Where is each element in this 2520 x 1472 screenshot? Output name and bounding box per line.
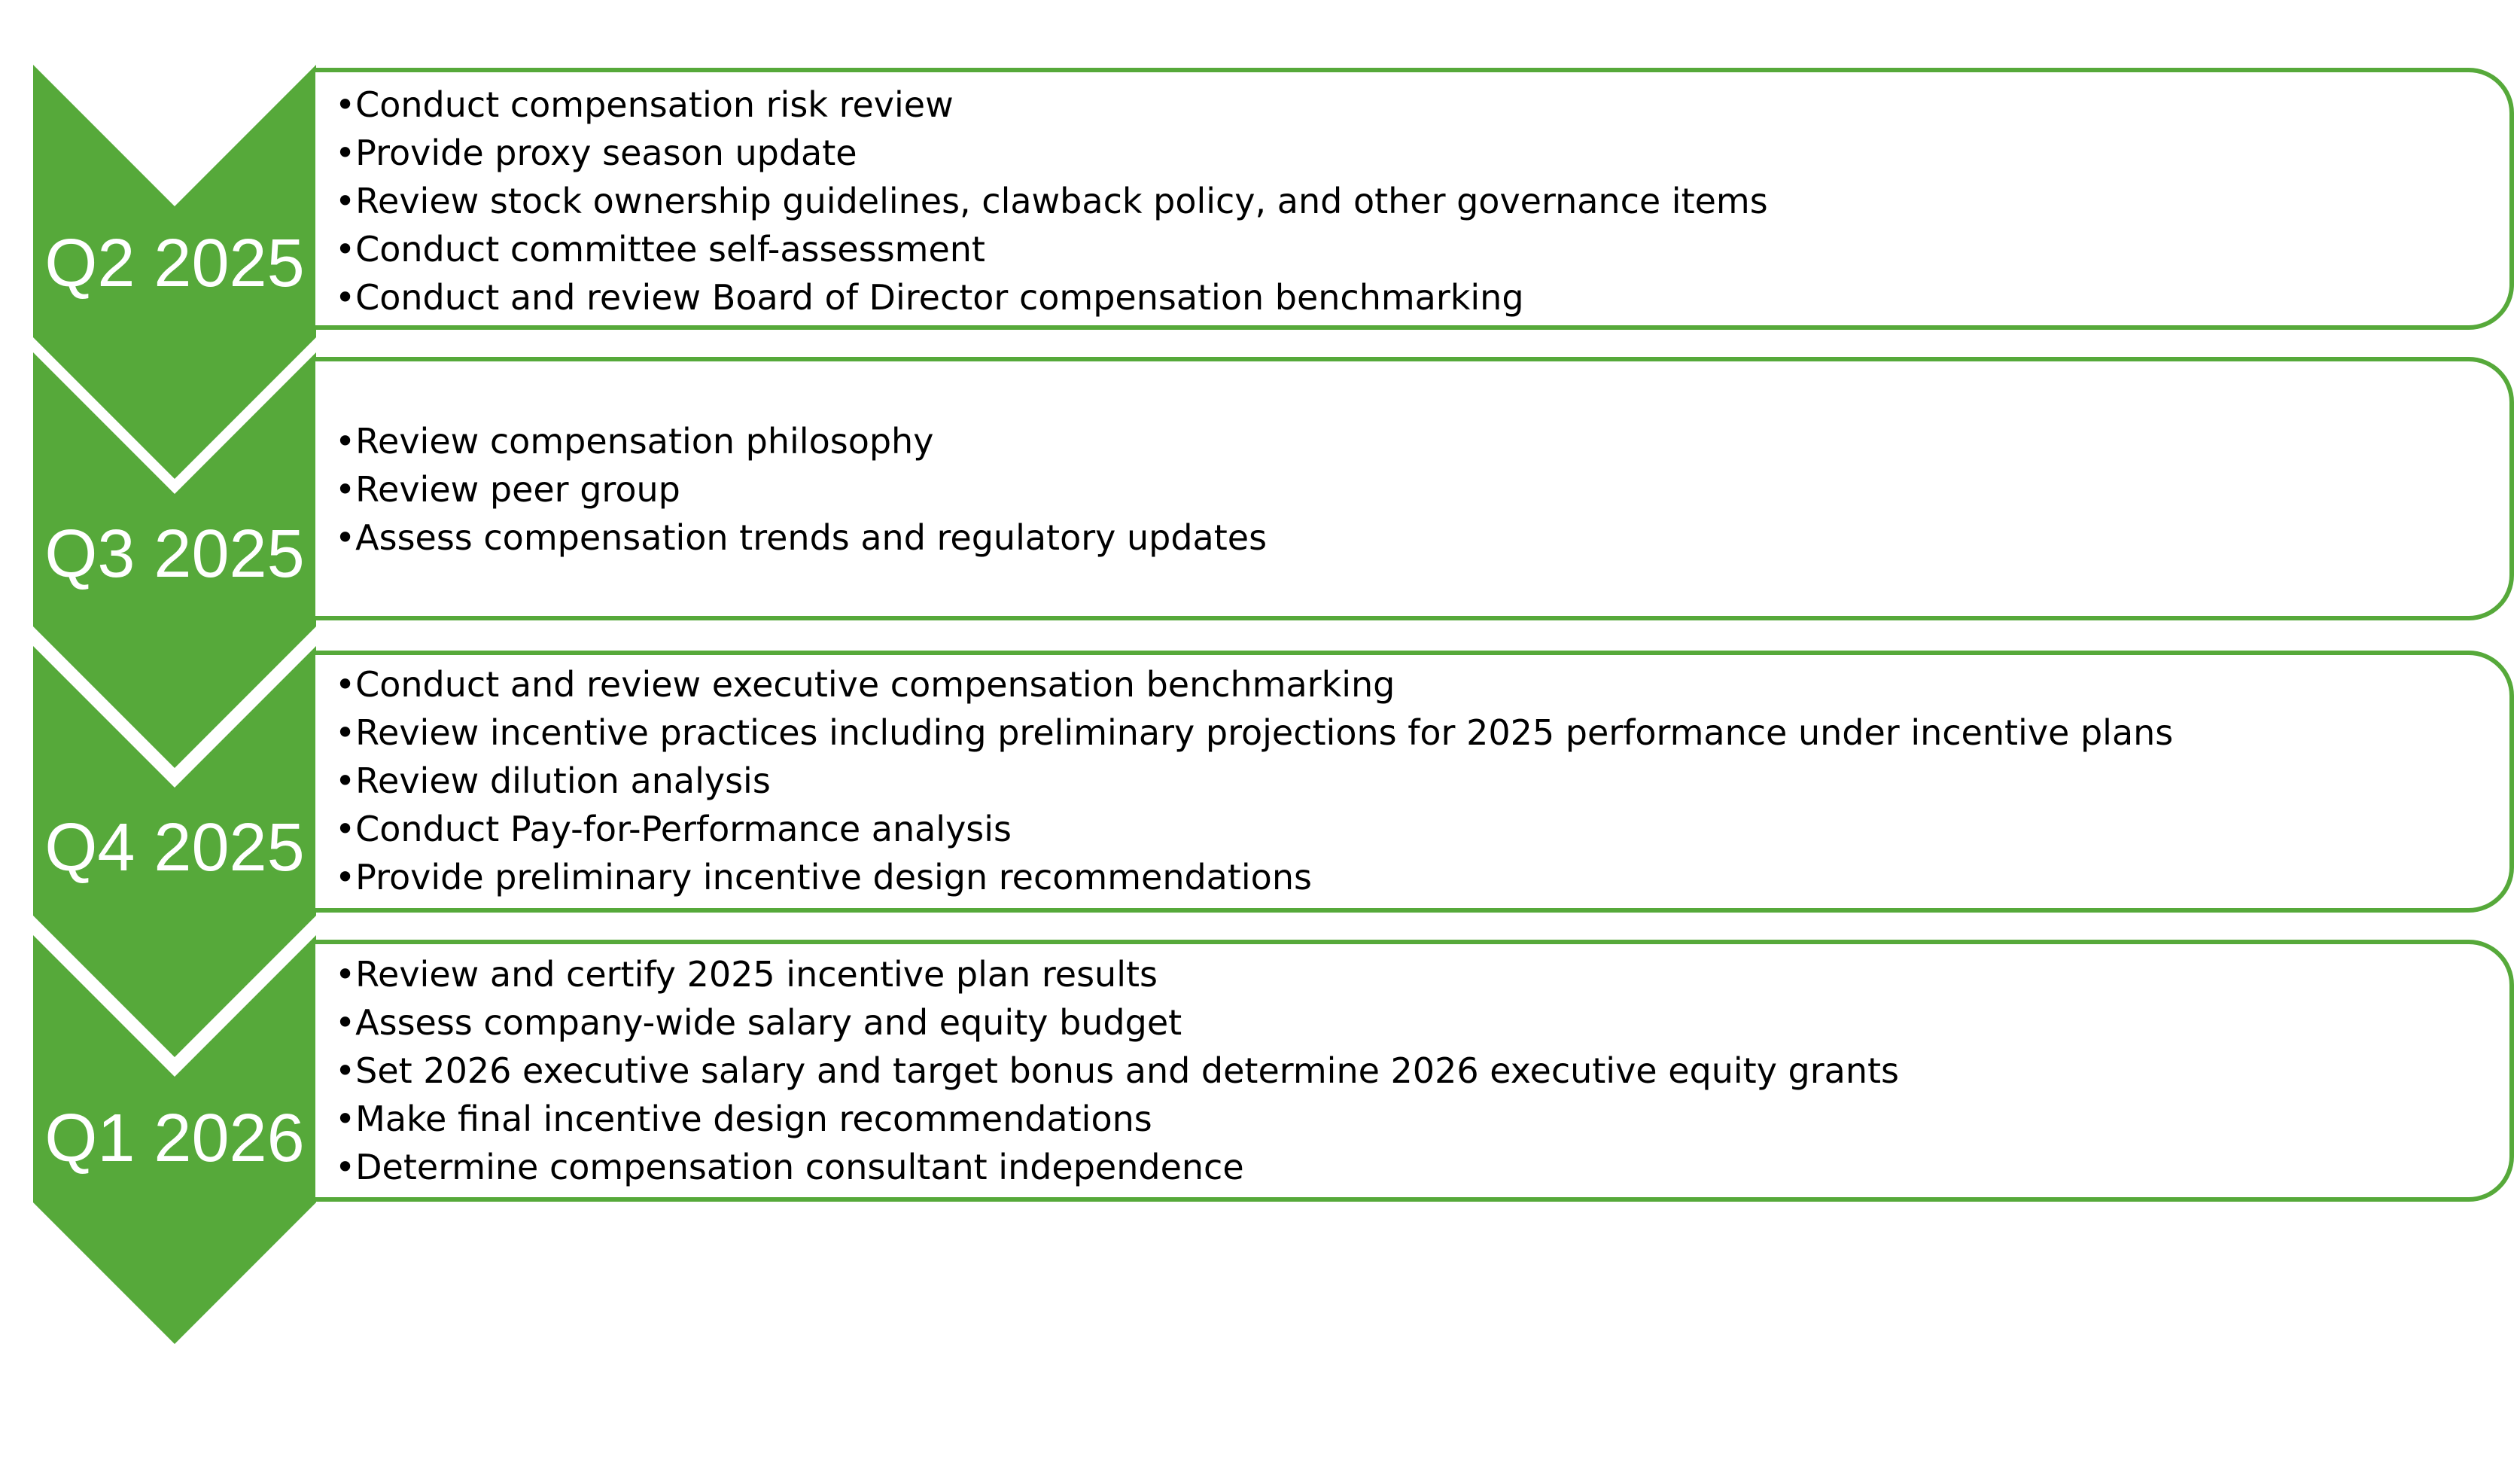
bullet-icon: • bbox=[335, 84, 356, 125]
bullet-icon: • bbox=[335, 857, 356, 898]
list-item-text: Conduct Pay-for-Performance analysis bbox=[355, 809, 1012, 849]
list-item bbox=[335, 805, 2464, 853]
bullet-icon: • bbox=[335, 712, 356, 753]
bullet-icon: • bbox=[335, 1099, 356, 1139]
bullet-icon: • bbox=[335, 1050, 356, 1091]
list-item bbox=[335, 273, 2464, 322]
list-item bbox=[335, 129, 2464, 177]
bullet-icon: • bbox=[335, 229, 356, 270]
list-item-text: Set 2026 executive salary and target bonus and determine 2026 executive equity grants bbox=[355, 1050, 1900, 1091]
bullet-icon: • bbox=[335, 469, 356, 510]
bullet-icon: • bbox=[335, 809, 356, 849]
list-item bbox=[335, 81, 2464, 129]
stage-box-q1-2026 bbox=[315, 940, 2514, 1202]
list-item-text: Review compensation philosophy bbox=[355, 421, 934, 462]
stage-label-q3-2025: Q3 2025 bbox=[44, 517, 305, 592]
stage-label-q2-2025: Q2 2025 bbox=[44, 226, 305, 301]
stage-box-q2-2025 bbox=[315, 68, 2514, 330]
stage-item-list bbox=[335, 950, 2464, 1191]
bullet-icon: • bbox=[335, 1002, 356, 1043]
list-item-text: Review stock ownership guidelines, clawback policy, and other governance items bbox=[355, 181, 1768, 221]
bullet-icon: • bbox=[335, 760, 356, 801]
bullet-icon: • bbox=[335, 664, 356, 705]
list-item-text: Conduct compensation risk review bbox=[355, 84, 954, 125]
list-item-text: Assess company-wide salary and equity budget bbox=[355, 1002, 1182, 1043]
bullet-icon: • bbox=[335, 517, 356, 558]
list-item-text: Review peer group bbox=[355, 469, 680, 510]
stage-item-list bbox=[335, 417, 2464, 562]
list-item bbox=[335, 417, 2464, 465]
list-item-text: Review incentive practices including preliminary projections for 2025 performance under incentive plans bbox=[355, 712, 2174, 753]
list-item-text: Assess compensation trends and regulatory updates bbox=[355, 517, 1268, 558]
list-item-text: Conduct and review executive compensation benchmarking bbox=[355, 664, 1395, 705]
stage-label-q1-2026: Q1 2026 bbox=[44, 1101, 305, 1176]
list-item-text: Make final incentive design recommendations bbox=[355, 1099, 1152, 1139]
stage-item-list bbox=[335, 660, 2464, 901]
list-item bbox=[335, 177, 2464, 225]
list-item bbox=[335, 709, 2464, 757]
bullet-icon: • bbox=[335, 1147, 356, 1187]
bullet-icon: • bbox=[335, 181, 356, 221]
bullet-icon: • bbox=[335, 277, 356, 318]
list-item bbox=[335, 1047, 2464, 1095]
bullet-icon: • bbox=[335, 421, 356, 462]
list-item-text: Determine compensation consultant independence bbox=[355, 1147, 1244, 1187]
list-item bbox=[335, 998, 2464, 1047]
list-item-text: Conduct and review Board of Director compensation benchmarking bbox=[355, 277, 1524, 318]
list-item bbox=[335, 225, 2464, 273]
stage-item-list bbox=[335, 81, 2464, 322]
stage-box-q4-2025 bbox=[315, 651, 2514, 913]
list-item bbox=[335, 1095, 2464, 1143]
list-item-text: Provide proxy season update bbox=[355, 133, 857, 173]
bullet-icon: • bbox=[335, 954, 356, 995]
list-item bbox=[335, 514, 2464, 562]
bullet-icon: • bbox=[335, 133, 356, 173]
list-item bbox=[335, 853, 2464, 901]
list-item-text: Review dilution analysis bbox=[355, 760, 771, 801]
stage-box-q3-2025 bbox=[315, 357, 2514, 620]
list-item-text: Provide preliminary incentive design recommendations bbox=[355, 857, 1312, 898]
list-item bbox=[335, 660, 2464, 709]
list-item bbox=[335, 757, 2464, 805]
stage-label-q4-2025: Q4 2025 bbox=[44, 810, 305, 885]
list-item-text: Conduct committee self-assessment bbox=[355, 229, 985, 270]
list-item-text: Review and certify 2025 incentive plan results bbox=[355, 954, 1158, 995]
list-item bbox=[335, 465, 2464, 514]
list-item bbox=[335, 950, 2464, 998]
list-item bbox=[335, 1143, 2464, 1191]
